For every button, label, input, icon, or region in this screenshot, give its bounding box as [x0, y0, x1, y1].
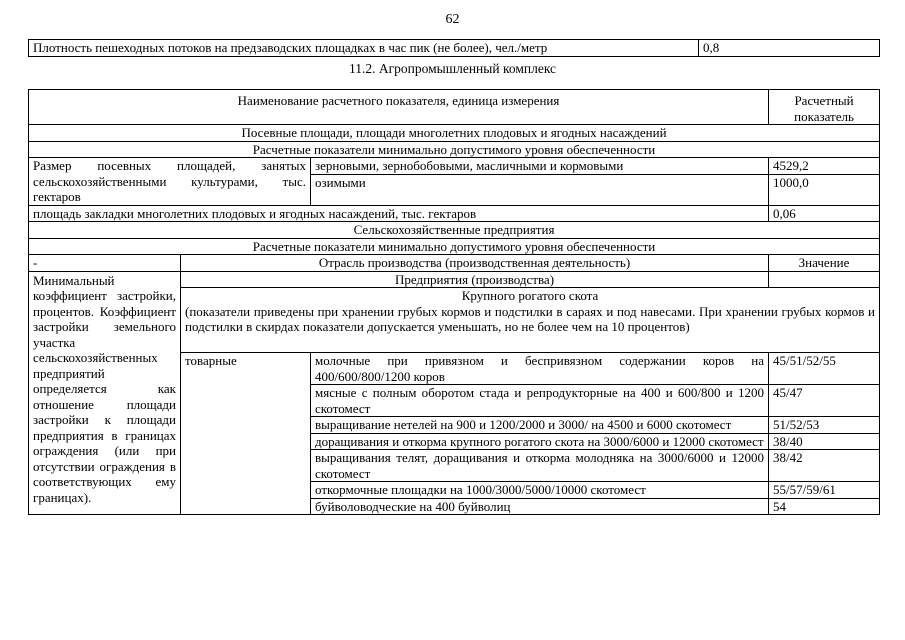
- agro-table: [28, 89, 880, 515]
- table-row: [29, 40, 880, 57]
- grain-value: 4529,2: [769, 158, 880, 175]
- top-table: [28, 39, 880, 57]
- grain-label: зерновыми, зернобобовыми, масличными и кормовыми: [311, 158, 769, 175]
- item-value: 38/40: [769, 433, 880, 450]
- value-header: Значение: [769, 255, 880, 272]
- table-row: [29, 255, 880, 272]
- table-row: [29, 205, 880, 222]
- item-label: молочные при привязном и беспривязном содержании коров на 400/600/800/1200 коров: [311, 353, 769, 385]
- table-row: [29, 125, 880, 142]
- item-label: доращивания и откорма крупного рогатого скота на 3000/6000 и 12000 скотомест: [311, 433, 769, 450]
- section-title: 11.2. Агропромышленный комплекс: [348, 61, 557, 76]
- table-row: [29, 238, 880, 255]
- orchard-label: площадь закладки многолетних плодовых и ягодных насаждений, тыс. гектаров: [29, 205, 769, 222]
- item-label: выращивание нетелей на 900 и 1200/2000 и 3000/ на 4500 и 6000 скотомест: [311, 417, 769, 434]
- pedestrian-density-value: 0,8: [699, 40, 880, 57]
- table-row: [29, 158, 880, 175]
- winter-label: озимыми: [311, 174, 769, 205]
- item-value: 51/52/53: [769, 417, 880, 434]
- crop-area-label: Размер посевных площадей, занятых сельскохозяйственными культурами, тыс. гектаров: [29, 158, 311, 206]
- table-header-row: [29, 90, 880, 125]
- item-value: 54: [769, 498, 880, 515]
- item-value: 45/47: [769, 385, 880, 417]
- cattle-note: (показатели приведены при хранении грубых кормов и подстилки в сараях и под навесами. При хранении грубых кормов и подстилки в скирдах показатели допускается уменьшать, но не более чем на 10 процентов): [185, 303, 876, 334]
- sown-areas-title: Посевные площади, площади многолетних плодовых и ягодных насаждений: [29, 125, 880, 142]
- item-value: 38/42: [769, 450, 880, 482]
- table-row: [29, 271, 880, 288]
- item-value: 55/57/59/61: [769, 482, 880, 499]
- commodity-label: товарные: [181, 353, 311, 515]
- sown-areas-subtitle: Расчетные показатели минимально допустимого уровня обеспеченности: [29, 141, 880, 158]
- empty-cell: [769, 271, 880, 288]
- item-label: мясные с полным оборотом стада и репродукторные на 400 и 600/800 и 1200 скотомест: [311, 385, 769, 417]
- winter-value: 1000,0: [769, 174, 880, 205]
- header-value: Расчетный показатель: [769, 90, 880, 125]
- item-label: буйволоводческие на 400 буйволиц: [311, 498, 769, 515]
- table-row: [29, 141, 880, 158]
- coverage-coefficient-label: Минимальный коэффициент застройки, процентов. Коэффициент застройки земельного участка сельскохозяйственных предприятий определяется как отношение площади застройки к площади предприятия в границах ограждения (или при отсутствии ограждения в соответствующих ему границах).: [29, 271, 181, 515]
- enterprises-subtitle: Расчетные показатели минимально допустимого уровня обеспеченности: [29, 238, 880, 255]
- item-label: откормочные площадки на 1000/3000/5000/10000 скотомест: [311, 482, 769, 499]
- enterprises-title: Сельскохозяйственные предприятия: [29, 222, 880, 239]
- orchard-value: 0,06: [769, 205, 880, 222]
- item-value: 45/51/52/55: [769, 353, 880, 385]
- pedestrian-density-label: Плотность пешеходных потоков на предзаводских площадках в час пик (не более), чел./метр: [29, 40, 699, 57]
- dash-cell: -: [29, 255, 181, 272]
- table-row: [29, 222, 880, 239]
- cattle-title: Крупного рогатого скота: [461, 288, 599, 303]
- cattle-block: [181, 288, 880, 353]
- enterprises-production: Предприятия (производства): [181, 271, 769, 288]
- header-name: Наименование расчетного показателя, единица измерения: [29, 90, 769, 125]
- item-label: выращивания телят, доращивания и откорма молодняка на 3000/6000 и 12000 скотомест: [311, 450, 769, 482]
- page-number: 62: [445, 12, 460, 27]
- branch-header: Отрасль производства (производственная деятельность): [181, 255, 769, 272]
